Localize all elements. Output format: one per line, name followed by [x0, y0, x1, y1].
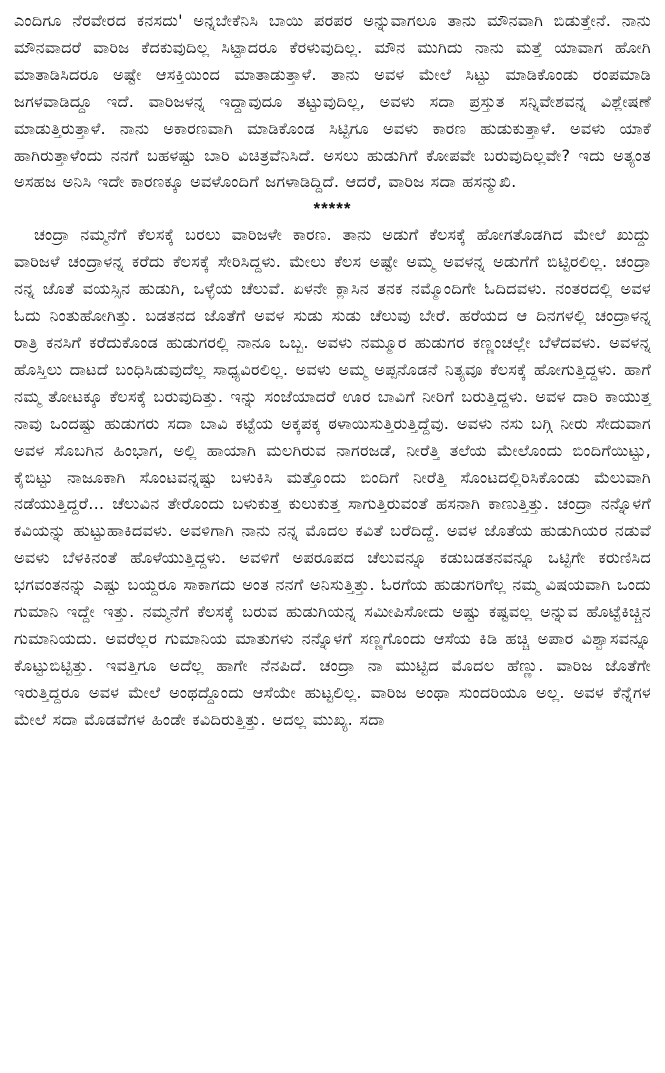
- section-separator: *****: [313, 199, 352, 219]
- paragraph-2: ಚಂದ್ರಾ ನಮ್ಮನೆಗೆ ಕೆಲಸಕ್ಕೆ ಬರಲು ವಾರಿಜಳೇ ಕಾರಣ. ತಾನು ಅಡುಗೆ ಕೆಲಸಕ್ಕೆ ಹೋಗತೊಡಗಿದ ಮೇಲೆ ಖುದ್ದು ವಾರಿಜಳೆ ಚಂದ್ರಾಳನ್ನ ಕರೆದು ಕೆಲಸಕ್ಕೆ ಸೇರಿಸಿದ್ದಳು. ಮೇಲು ಕೆಲಸ ಅಷ್ಟೇ ಅಮ್ಮ ಅವಳನ್ನ ಅಡುಗೆಗೆ ಬಿಟ್ಟಿರಲಿಲ್ಲ. ಚಂದ್ರಾ ನನ್ನ ಜೊತೆ ವಯಸ್ಸಿನ ಹುಡುಗಿ, ಒಳ್ಳೆಯ ಚೆಲುವೆ. ಏಳನೇ ಕ್ಲಾಸಿನ ತನಕ ನಮ್ಮೊಂದಿಗೇ ಓದಿದವಳು. ನಂತರದಲ್ಲಿ ಅವಳ ಓದು ನಿಂತುಹೋಗಿತ್ತು. ಬಡತನದ ಜೊತೆಗೆ ಅವಳ ಸುಡು ಸುಡು ಚೆಲುವು ಬೇರೆ. ಹರೆಯದ ಆ ದಿನಗಳಲ್ಲಿ ಚಂದ್ರಾಳನ್ನ ರಾತ್ರಿ ಕನಸಿಗೆ ಕರೆದುಕೊಂಡ ಹುಡುಗರಲ್ಲಿ ನಾನೂ ಒಬ್ಬ. ಅವಳು ನಮ್ಮೂರ ಹುಡುಗರ ಕಣ್ಣಂಚಲ್ಲೇ ಬೆಳೆದವಳು. ಅವಳನ್ನ ಹೊಸ್ತಿಲು ದಾಟದೆ ಬಂಧಿಸಿಡುವುದೆಲ್ಲ ಸಾಧ್ಯವಿರಲಿಲ್ಲ. ಅವಳು ಅಮ್ಮ ಅಪ್ಪನೊಡನೆ ನಿತ್ಯವೂ ಕೆಲಸಕ್ಕೆ ಹೋಗುತ್ತಿದ್ದಳು. ಹಾಗೆ ನಮ್ಮ ತೋಟಕ್ಕೂ ಕೆಲಸಕ್ಕೆ ಬರುವುದಿತ್ತು. ಇನ್ನು ಸಂಜೆಯಾದರೆ ಊರ ಬಾವಿಗೆ ನೀರಿಗೆ ಬರುತ್ತಿದ್ದಳು. ಅವಳ ದಾರಿ ಕಾಯುತ್ತ ನಾವು ಒಂದಷ್ಟು ಹುಡುಗರು ಸದಾ ಬಾವಿ ಕಟ್ಟೆಯ ಅಕ್ಕಪಕ್ಕ ಠಳಾಯಿಸುತ್ತಿರುತ್ತಿದ್ದೆವು. ಅವಳು ನಸು ಬಗ್ಗಿ ನೀರು ಸೇದುವಾಗ ಅವಳ ಸೊಬಗಿನ ಹಿಂಭಾಗ, ಅಲ್ಲಿ ಹಾಯಾಗಿ ಮಲಗಿರುವ ನಾಗರಜಡೆ, ನೀರೆತ್ತಿ ತಲೆಯ ಮೇಲೊಂದು ಬಿಂದಿಗೆಯಿಟ್ಟು, ಕೈಬಿಟ್ಟು ನಾಜೂಕಾಗಿ ಸೊಂಟವನ್ನಷ್ಟು ಬಳುಕಿಸಿ ಮತ್ತೊಂದು ಬಿಂದಿಗೆ ನೀರೆತ್ತಿ ಸೊಂಟದಲ್ಲಿರಿಸಿಕೊಂಡು ಮೆಲುವಾಗಿ ನಡೆಯುತ್ತಿದ್ದರೆ... ಚೆಲುವಿನ ತೇರೊಂದು ಬಳುಕುತ್ತ ಕುಲುಕುತ್ತ ಸಾಗುತ್ತಿರುವಂತೆ ಹಸನಾಗಿ ಕಾಣುತ್ತಿತ್ತು. ಚಂದ್ರಾ ನನ್ನೊಳಗೆ ಕವಿಯನ್ನು ಹುಟ್ಟುಹಾಕಿದವಳು. ಅವಳಿಗಾಗಿ ನಾನು ನನ್ನ ಮೊದಲ ಕವಿತೆ ಬರೆದಿದ್ದೆ. ಅವಳ ಜೊತೆಯ ಹುಡುಗಿಯರ ನಡುವೆ ಅವಳು ಬೆಳಕಿನಂತೆ ಹೊಳೆಯುತ್ತಿದ್ದಳು. ಅವಳಿಗೆ ಅಪರೂಪದ ಚೆಲುವನ್ನೂ ಕಡುಬಡತನವನ್ನೂ ಒಟ್ಟಿಗೇ ಕರುಣಿಸಿದ ಭಗವಂತನನ್ನು ಎಷ್ಟು ಬಯ್ದರೂ ಸಾಕಾಗದು ಅಂತ ನನಗೆ ಅನಿಸುತ್ತಿತ್ತು. ಓರಗೆಯ ಹುಡುಗರಿಗೆಲ್ಲ ನಮ್ಮ ವಿಷಯವಾಗಿ ಒಂದು ಗುಮಾನಿ ಇದ್ದೇ ಇತ್ತು. ನಮ್ಮನೆಗೆ ಕೆಲಸಕ್ಕೆ ಬರುವ ಹುಡುಗಿಯನ್ನ ಸಮೀಪಿಸೋದು ಅಷ್ಟು ಕಷ್ಟವಲ್ಲ ಅನ್ನುವ ಹೊಟ್ಟೆಕಿಚ್ಚಿನ ಗುಮಾನಿಯದು. ಅವರೆಲ್ಲರ ಗುಮಾನಿಯ ಮಾತುಗಳು ನನ್ನೊಳಗೆ ಸಣ್ಣಗೊಂದು ಆಸೆಯ ಕಿಡಿ ಹಚ್ಚಿ ಅಪಾರ ವಿಶ್ವಾಸವನ್ನೂ ಕೊಟ್ಟುಬಿಟ್ಟಿತ್ತು. ಇವತ್ತಿಗೂ ಅದೆಲ್ಲ ಹಾಗೇ ನೆನಪಿದೆ. ಚಂದ್ರಾ ನಾ ಮುಟ್ಟಿದ ಮೊದಲ ಹೆಣ್ಣು. ವಾರಿಜ ಜೊತೆಗೇ ಇರುತ್ತಿದ್ದರೂ ಅವಳ ಮೇಲೆ ಅಂಥದ್ದೊಂದು ಆಸೆಯೇ ಹುಟ್ಟಲಿಲ್ಲ. ವಾರಿಜ ಅಂಥಾ ಸುಂದರಿಯೂ ಅಲ್ಲ. ಅವಳ ಕೆನ್ನೆಗಳ ಮೇಲೆ ಸದಾ ಮೊಡವೆಗಳ ಹಿಂಡೇ ಕವಿದಿರುತ್ತಿತ್ತು. ಅದಲ್ಲ ಮುಖ್ಯ. ಸದಾ: [14, 225, 651, 729]
- paragraph-1: ಎಂದಿಗೂ ನೆರವೇರದ ಕನಸದು' ಅನ್ನಬೇಕೆನಿಸಿ ಬಾಯಿ ಪರಪರ ಅನ್ನುವಾಗಲೂ ತಾನು ಮೌನವಾಗಿ ಬಿಡುತ್ತೇನೆ. ನಾನು ಮೌನವಾದರೆ ವಾರಿಜ ಕೆದಕುವುದಿಲ್ಲ ಸಿಟ್ಟಾದರೂ ಕೆರಳುವುದಿಲ್ಲ. ಮೌನ ಮುಗಿದು ನಾನು ಮತ್ತೆ ಯಾವಾಗ ಹೋಗಿ ಮಾತಾಡಿಸಿದರೂ ಅಷ್ಟೇ ಆಸಕ್ತಿಯಿಂದ ಮಾತಾಡುತ್ತಾಳೆ. ತಾನು ಅವಳ ಮೇಲೆ ಸಿಟ್ಟು ಮಾಡಿಕೊಂಡು ರಂಪಮಾಡಿ ಜಗಳವಾಡಿದ್ದೂ ಇದೆ. ವಾರಿಜಳನ್ನ ಇದ್ದಾವುದೂ ತಟ್ಟುವುದಿಲ್ಲ, ಅವಳು ಸದಾ ಪ್ರಸ್ತುತ ಸನ್ನಿವೇಶವನ್ನ ವಿಶ್ಲೇಷಣೆ ಮಾಡುತ್ತಿರುತ್ತಾಳೆ. ನಾನು ಅಕಾರಣವಾಗಿ ಮಾಡಿಕೊಂಡ ಸಿಟ್ಟಿಗೂ ಅವಳು ಕಾರಣ ಹುಡುಕುತ್ತಾಳೆ. ಅವಳು ಯಾಕೆ ಹಾಗಿರುತ್ತಾಳೆಂದು ನನಗೆ ಬಹಳಷ್ಟು ಬಾರಿ ವಿಚಿತ್ರವೆನಿಸಿದೆ. ಅಸಲು ಹುಡುಗಿಗೆ ಕೋಪವೇ ಬರುವುದಿಲ್ಲವೇ? ಇದು ಅತ್ಯಂತ ಅಸಹಜ ಅನಿಸಿ ಇದೇ ಕಾರಣಕ್ಕೂ ಅವಳೊಂದಿಗೆ ಜಗಳಾಡಿದ್ದಿದೆ. ಆದರೆ, ವಾರಿಜ ಸದಾ ಹಸನ್ಮುಖಿ.: [14, 11, 651, 192]
